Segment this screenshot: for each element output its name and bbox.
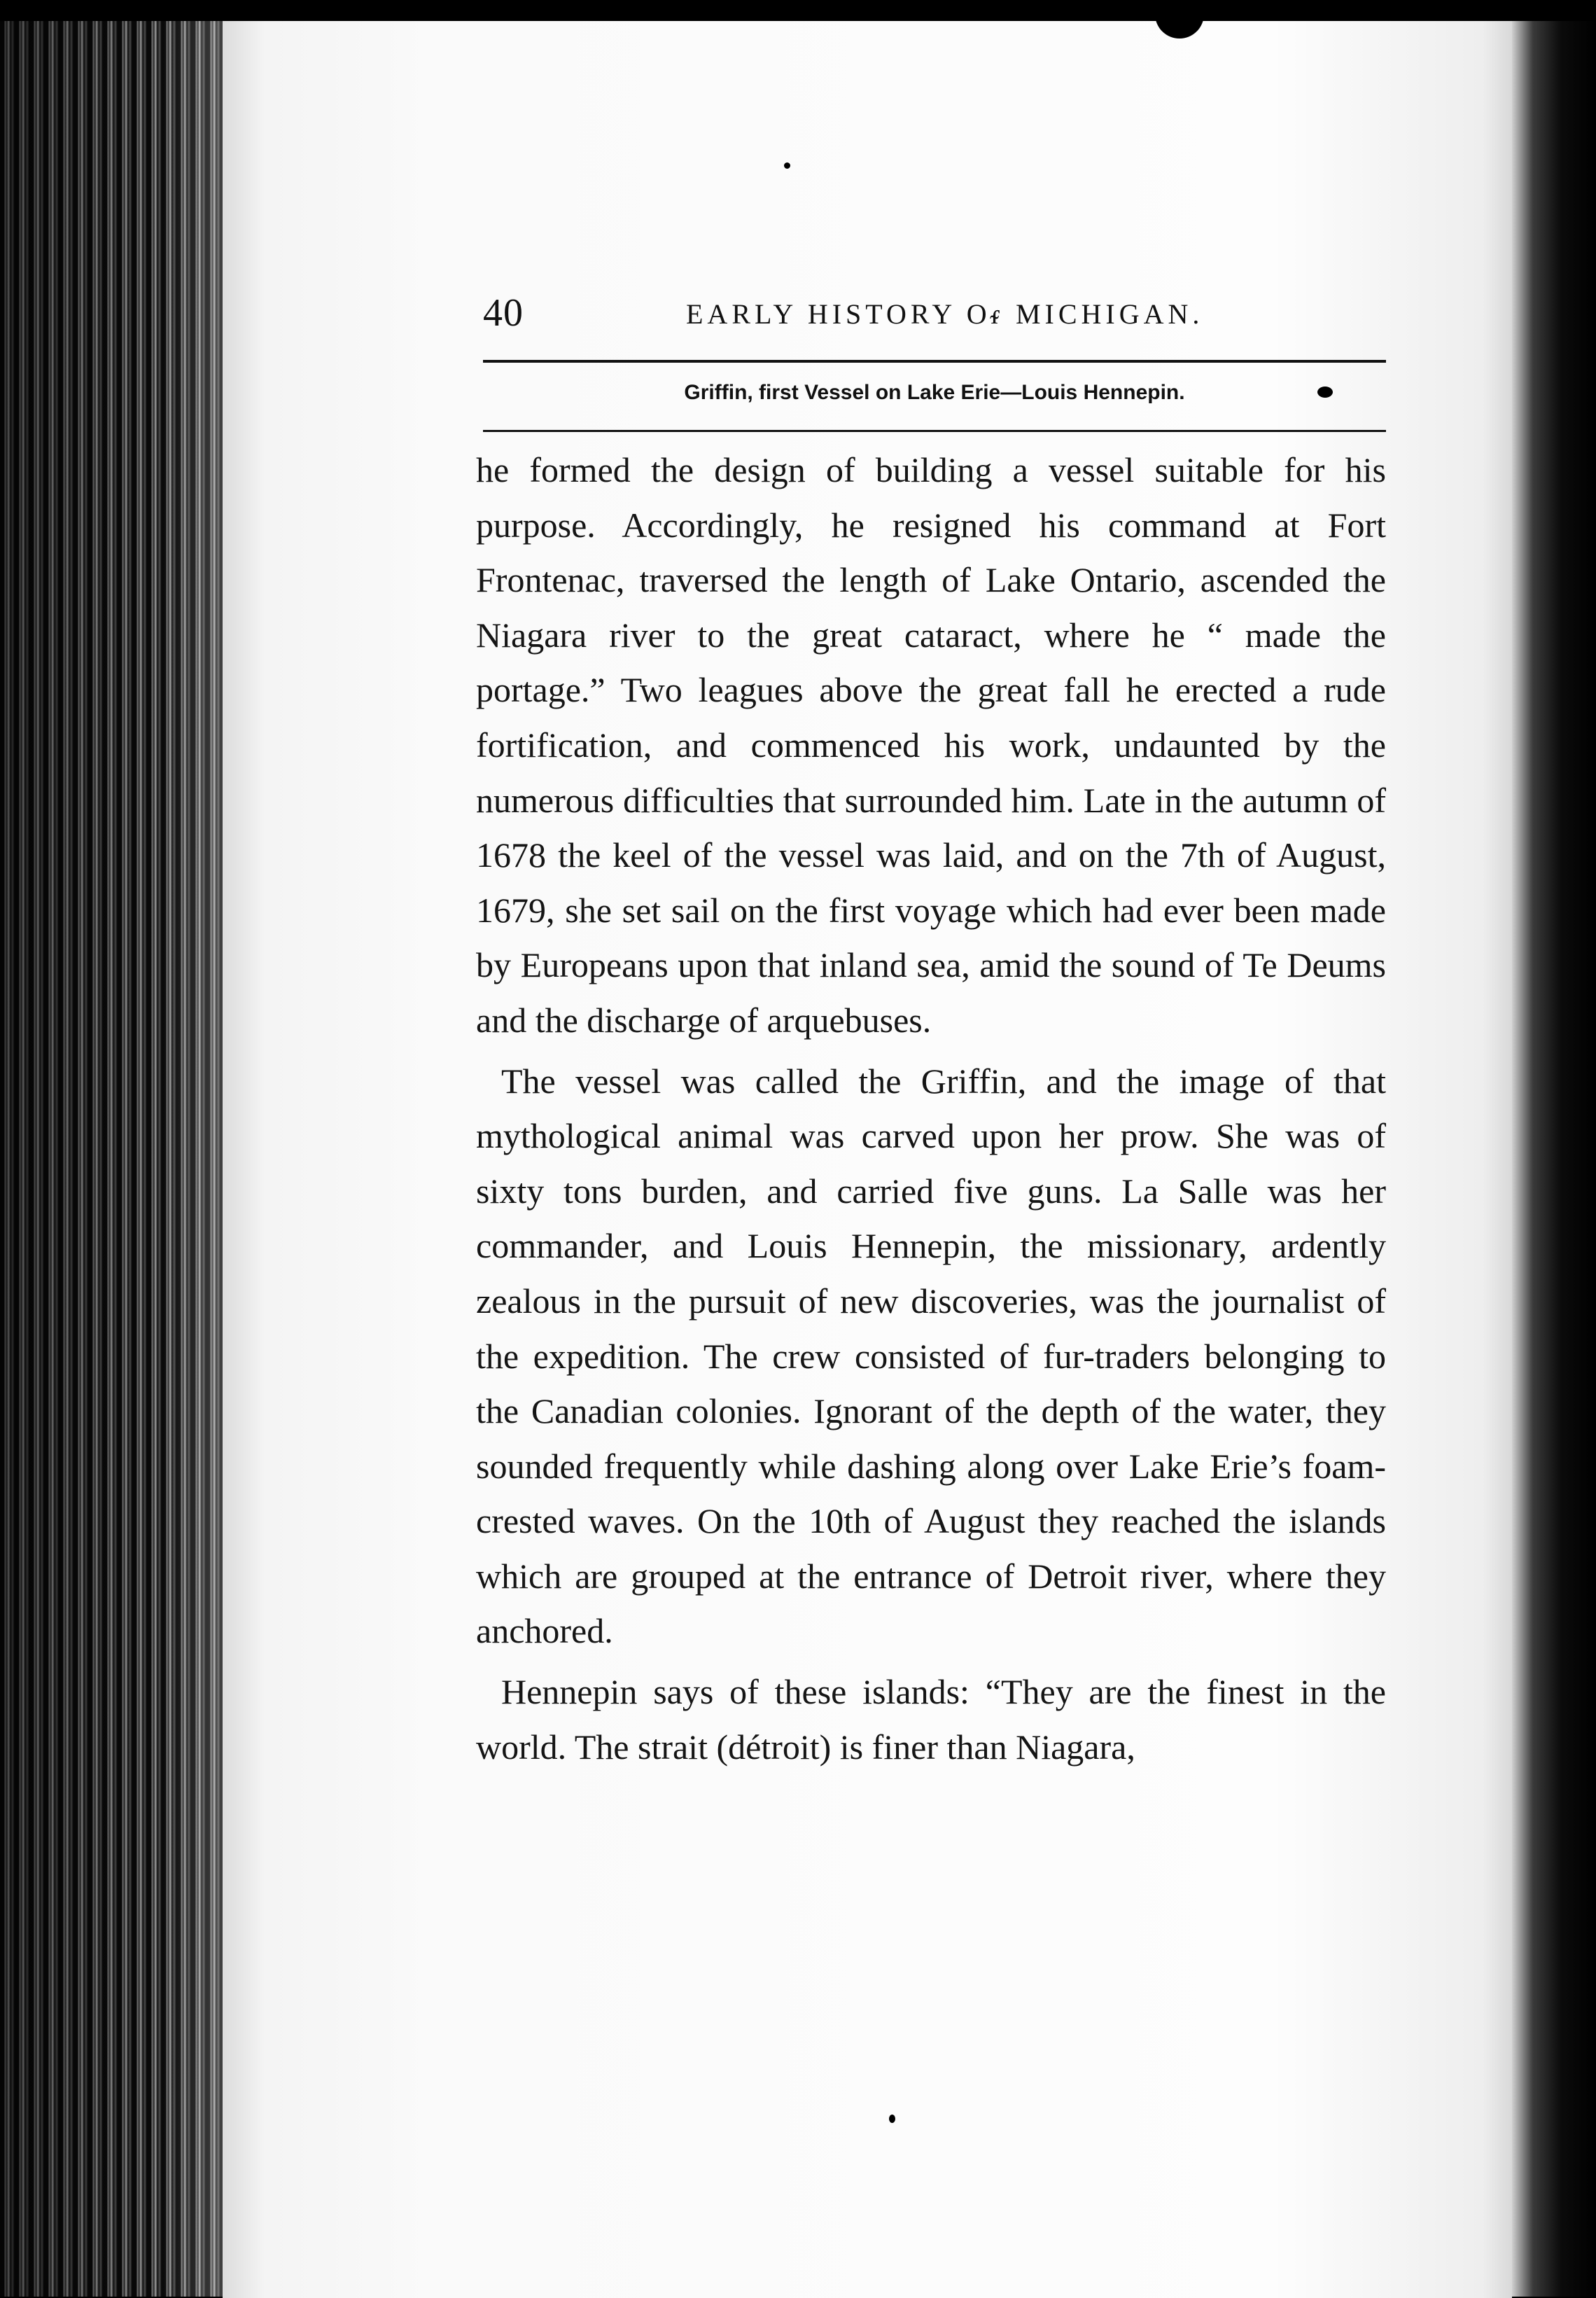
right-scan-edge <box>1512 0 1596 2297</box>
body-text <box>476 443 1386 1774</box>
page-number: 40 <box>483 291 524 335</box>
header-rule-top <box>483 360 1386 363</box>
section-subhead: Griffin, first Vessel on Lake Erie—Louis Hennepin. <box>684 381 1185 404</box>
running-head <box>483 291 1386 347</box>
top-scan-edge <box>0 0 1596 21</box>
page-edges-shadow <box>0 0 231 2297</box>
paragraph-2: The vessel was called the Griffin, and the image of that mythological animal was carved upon her prow. She was of sixty tons burden, and carried five guns. La Salle was her commander, and Louis Hennepin, the missionary, ardently zealous in the pursuit of new discoveries, was the journalist of the expedition. The crew consisted of fur-traders belonging to the Canadian colonies. Ignorant of the depth of the water, they sounded frequently while dashing along over Lake Erie’s foam-crested waves. On the 10th of August they reached the islands which are grouped at the entrance of Detroit river, where they anchored. <box>476 1061 1386 1651</box>
speck-bottom <box>889 2115 895 2123</box>
header-rule-bottom <box>483 430 1386 432</box>
book-title: EARLY HISTORY Oᵳ MICHIGAN. <box>686 298 1204 330</box>
paragraph-1: he formed the design of building a vessel suitable for his purpose. Accordingly, he resigned his command at Fort Frontenac, traversed the length of Lake Ontario, ascended the Niagara river to the great cataract, where he “ made the portage.” Two leagues above the great fall he erected a rude fortification, and commenced his work, undaunted by the numerous difficulties that surrounded him. Late in the autumn of 1678 the keel of the vessel was laid, and on the 7th of August, 1679, she set sail on the first voyage which had ever been made by Europeans upon that inland sea, amid the sound of Te Deums and the discharge of arquebuses. <box>476 450 1386 1040</box>
speck-top <box>784 162 790 169</box>
ink-blot <box>1317 387 1333 398</box>
paragraph-3: Hennepin says of these islands: “They are the finest in the world. The strait (détroit) is finer than Niagara, <box>476 1672 1386 1767</box>
